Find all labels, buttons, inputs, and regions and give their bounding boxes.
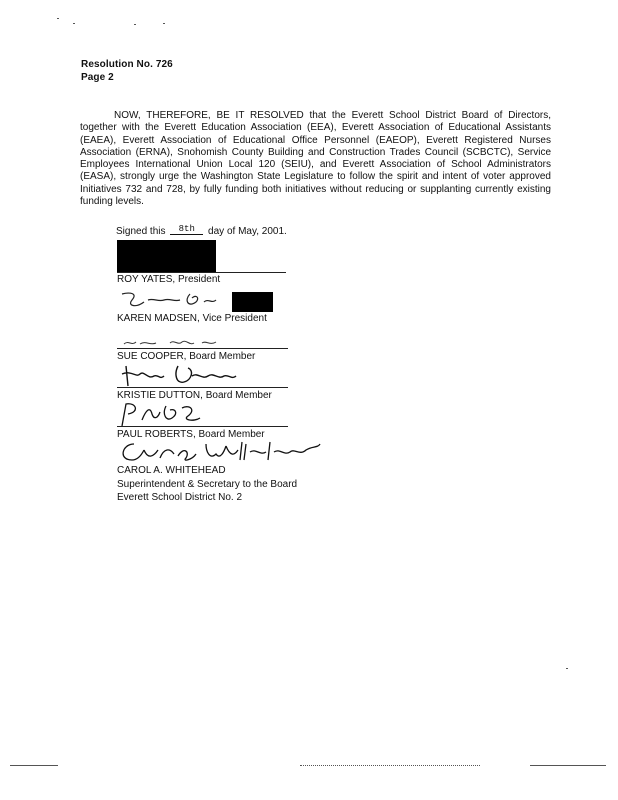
- signature-line: [117, 348, 288, 349]
- signature-line: [117, 426, 288, 427]
- signed-prefix: Signed this: [116, 226, 166, 237]
- footer-rule: [530, 765, 606, 766]
- footer-rule: [10, 765, 58, 766]
- scan-speck: [57, 18, 59, 19]
- signatory-name-roberts: PAUL ROBERTS, Board Member: [117, 429, 265, 440]
- scan-speck: [566, 668, 568, 669]
- scan-speck: [73, 23, 75, 24]
- signature-line: [117, 387, 288, 388]
- signatory-name-cooper: SUE COOPER, Board Member: [117, 351, 256, 362]
- resolution-number: Resolution No. 726: [81, 59, 173, 70]
- redaction-block: [232, 292, 273, 312]
- page-number: Page 2: [81, 72, 114, 83]
- scan-speck: [134, 24, 136, 25]
- signature-line: [117, 272, 286, 273]
- resolution-paragraph: NOW, THEREFORE, BE IT RESOLVED that the Everett School District Board of Directors, together with the Everett Education Association (EEA), Everett Association of Educational Assistants (EAEA), Everett Association of Educational Office Personnel (EAEOP), Everett Registered Nurses Association (ERNA), Snohomish County Building and Construction Trades Council (SCBCTC), Service Employees International Union Local 120 (SEIU), and Everett Association of School Administrators (EASA), strongly urge the Washington State Legislature to follow the spirit and intent of voter approved Initiatives 732 and 728, by fully funding both initiatives without reducing or supplanting currently existing funding levels.: [80, 110, 551, 208]
- secretary-title: Superintendent & Secretary to the Board: [117, 479, 298, 490]
- signatory-name-dutton: KRISTIE DUTTON, Board Member: [117, 390, 272, 401]
- scan-speck: [163, 23, 165, 24]
- redaction-block: [117, 240, 216, 273]
- signed-date-line: [116, 226, 287, 238]
- handwritten-signature-whitehead: [114, 438, 324, 466]
- signed-suffix: day of May, 2001.: [208, 226, 287, 237]
- signed-day: 8th: [170, 224, 203, 235]
- district-name: Everett School District No. 2: [117, 492, 243, 503]
- footer-rule: [300, 765, 480, 766]
- signatory-name-whitehead: CAROL A. WHITEHEAD: [117, 465, 226, 476]
- signatory-name-madsen: KAREN MADSEN, Vice President: [117, 313, 267, 324]
- signatory-name-yates: ROY YATES, President: [117, 274, 221, 285]
